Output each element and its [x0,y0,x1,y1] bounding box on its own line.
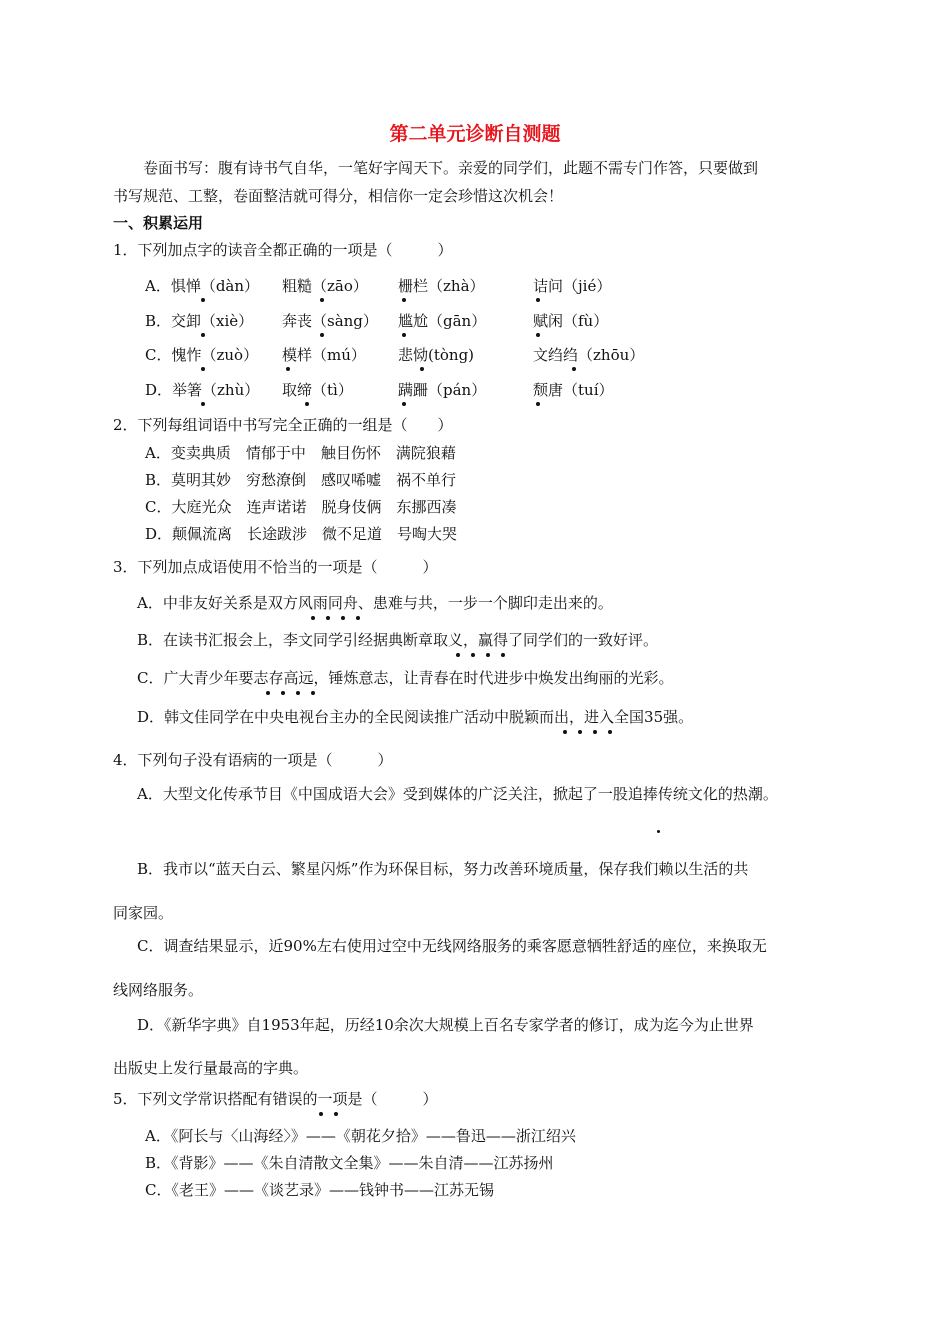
q4-option-c-line-1: C．调查结果显示，近90%左右使用过空中无线网络服务的乘客愿意牺牲舒适的座位，来换取无 [137,937,767,955]
q2-option-a: A．变卖典质 情郁于中 触目伤怀 满院狼藉 [145,444,456,462]
q1-row-b-col-4: 赋闲（fù） [533,312,609,330]
emphasis-dot [320,333,324,337]
q1-row-c-col-4: 文绉绉（zhōu） [533,346,645,364]
question-1-stem [113,240,453,260]
q3-option-b: B．在读书汇报会上，李文同学引经据典断章取义，赢得了同学们的一致好评。 [137,631,659,649]
emphasis-dot [326,616,330,620]
q2-option-d: D．颠佩流离 长途跋涉 微不足道 号啕大哭 [145,525,458,543]
q4-option-b-line-2: 同家园。 [113,904,174,922]
q1-row-a-col-4: 诘问（jié） [533,277,612,295]
q1-row-d-col-4: 颓唐（tuí） [533,381,614,399]
section-heading: 一、积累运用 [113,214,204,232]
q4-option-d-line-2: 出版史上发行量最高的字典。 [113,1059,309,1077]
question-2-stem: 2．下列每组词语中书写完全正确的一组是（ ） [113,416,453,434]
q1-row-c-col-2: 模样（mú） [282,346,366,364]
emphasis-dot [486,653,490,657]
q3-option-a: A．中非友好关系是双方风雨同舟、患难与共，一步一个脚印走出来的。 [137,594,613,612]
q1-row-c-col-3: 悲恸(tòng) [398,346,475,364]
emphasis-dot [296,691,300,695]
emphasis-dot [536,402,540,406]
emphasis-dot [201,367,205,371]
q5-option-a: A．《阿长与〈山海经〉》——《朝花夕拾》——鲁迅——浙江绍兴 [145,1127,576,1145]
q1-row-b-col-3: 尴尬（gān） [398,312,487,330]
emphasis-dot [471,653,475,657]
emphasis-dot [402,298,406,302]
emphasis-dot [201,298,205,302]
q3-option-c: C．广大青少年要志存高远，锤炼意志，让青春在时代进步中焕发出绚丽的光彩。 [137,669,674,687]
question-5-stem: 5．下列文学常识搭配有错误的一项是（ ） [113,1090,438,1108]
q1-row-a-col-1: A．惧惮（dàn） [145,277,260,295]
emphasis-dot [536,333,540,337]
q1-row-b-col-1: B．交卸（xiè） [145,312,254,330]
q1-row-c-col-1: C．愧怍（zuò） [145,346,259,364]
emphasis-dot [311,616,315,620]
q1-row-d-col-1: D．举箸（zhù） [145,381,260,399]
q1-row-a-col-2: 粗糙（zāo） [282,277,368,295]
q5-option-c: C．《老王》——《谈艺录》——钱钟书——江苏无锡 [145,1181,494,1199]
q4-option-c-line-2: 线网络服务。 [113,981,204,999]
stray-mark [657,830,660,833]
emphasis-dot [311,691,315,695]
emphasis-dot [420,367,424,371]
emphasis-dot [201,333,205,337]
emphasis-dot [402,333,406,337]
question-4-stem: 4．下列句子没有语病的一项是（ ） [113,751,393,769]
question-3-stem: 3．下列加点成语使用不恰当的一项是（ ） [113,558,438,576]
emphasis-dot [608,730,612,734]
emphasis-dot [456,653,460,657]
emphasis-dot [320,298,324,302]
q3-option-d: D．韩文佳同学在中央电视台主办的全民阅读推广活动中脱颖而出，进入全国35强。 [137,708,694,726]
emphasis-dot [501,653,505,657]
emphasis-dot [266,691,270,695]
q1-row-d-col-3: 蹒跚（pán） [398,381,487,399]
page-title: 第二单元诊断自测题 [389,123,561,145]
q4-option-b-line-1: B．我市以“蓝天白云、繁星闪烁”作为环保目标，努力改善环境质量，保存我们赖以生活的共 [137,860,749,878]
emphasis-dot [563,730,567,734]
q1-row-b-col-2: 奔丧（sàng） [282,312,378,330]
intro-line-1: 卷面书写：腹有诗书气自华，一笔好字闯天下。亲爱的同学们，此题不需专门作答，只要做到 [143,159,759,177]
intro-line-2: 书写规范、工整，卷面整洁就可得分，相信你一定会珍惜这次机会！ [113,187,564,205]
q1-stem-text: 1．下列加点字的读音全都正确的一项是（ ） [113,241,453,259]
emphasis-dot [536,298,540,302]
emphasis-dot [305,402,309,406]
emphasis-dot [593,730,597,734]
q2-option-b: B．莫明其妙 穷愁潦倒 感叹唏嘘 祸不单行 [145,471,457,489]
q5-option-b: B．《背影》——《朱自清散文全集》——朱自清——江苏扬州 [145,1154,554,1172]
emphasis-dot [286,367,290,371]
emphasis-dot [578,730,582,734]
emphasis-dot [201,402,205,406]
q4-option-a: A．大型文化传承节目《中国成语大会》受到媒体的广泛关注，掀起了一股追捧传统文化的热潮。 [137,785,778,803]
emphasis-dot [341,616,345,620]
emphasis-dot [334,1112,338,1116]
emphasis-dot [319,1112,323,1116]
q1-row-a-col-3: 栅栏（zhà） [398,277,485,295]
q2-option-c: C．大庭光众 连声诺诺 脱身伎俩 东挪西凑 [145,498,457,516]
emphasis-dot [402,402,406,406]
emphasis-dot [281,691,285,695]
q1-row-d-col-2: 取缔（tì） [282,381,353,399]
q4-option-d-line-1: D．《新华字典》自1953年起，历经10余次大规模上百名专家学者的修订，成为迄今为止世界 [137,1016,754,1034]
emphasis-dot [356,616,360,620]
emphasis-dot [572,367,576,371]
